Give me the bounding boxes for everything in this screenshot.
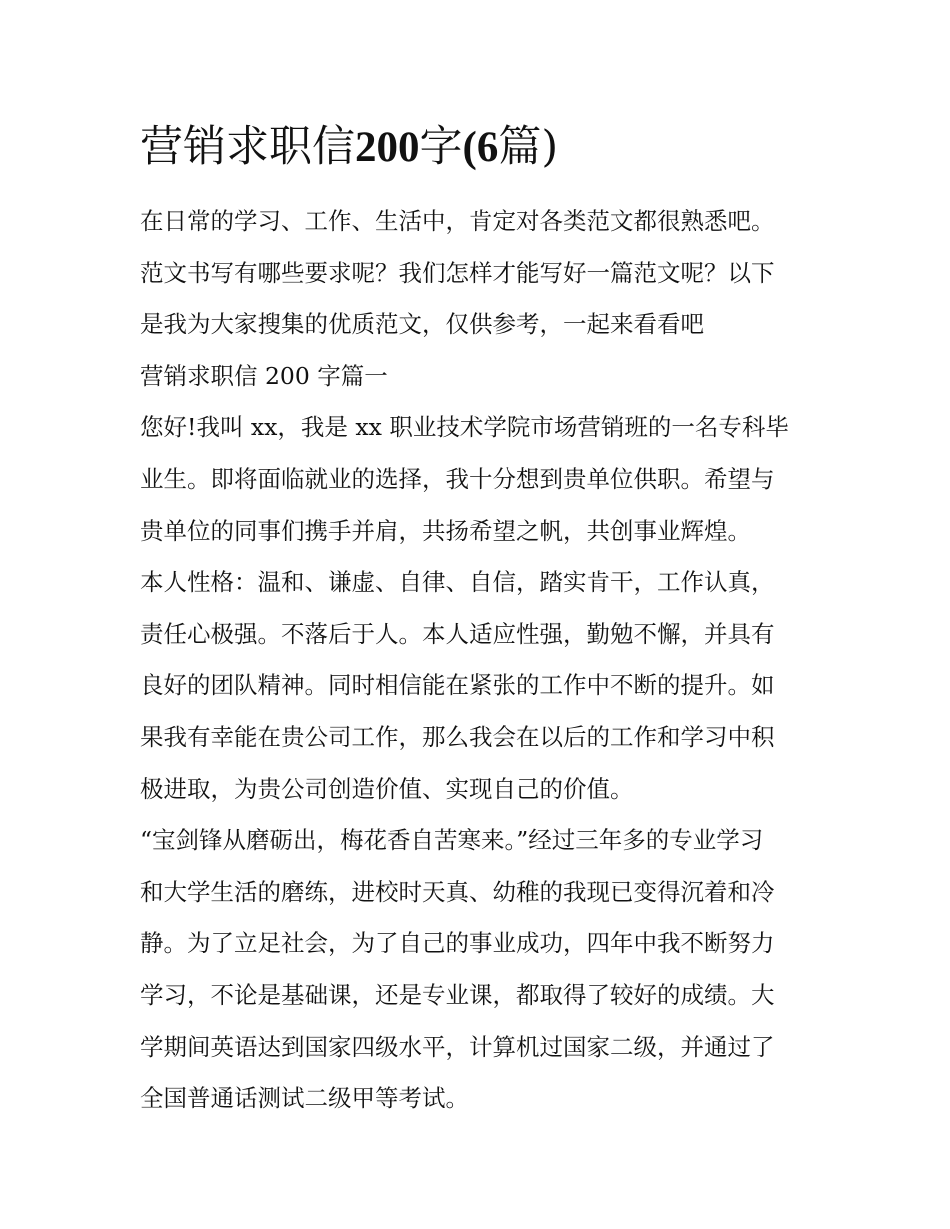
document-body: [140, 196, 820, 1125]
document-title: [140, 118, 840, 177]
text-line: 本人性格：温和、谦虚、自律、自信，踏实肯干，工作认真，: [140, 568, 775, 597]
text-line: 业生。即将面临就业的选择，我十分想到贵单位供职。希望与: [140, 464, 775, 493]
text-line: 是我为大家搜集的优质范文，仅供参考，一起来看看吧: [140, 310, 704, 339]
text-line: 责任心极强。不落后于人。本人适应性强，勤勉不懈，并具有: [140, 619, 775, 648]
text-line: 全国普通话测试二级甲等考试。: [140, 1084, 469, 1113]
text-line: 果我有幸能在贵公司工作，那么我会在以后的工作和学习中积: [140, 722, 775, 751]
text-line: “宝剑锋从磨砺出，梅花香自苦寒来。”经过三年多的专业学习: [140, 826, 764, 855]
text-line: 和大学生活的磨练，进校时天真、幼稚的我现已变得沉着和冷: [140, 877, 775, 906]
text-line: 范文书写有哪些要求呢？我们怎样才能写好一篇范文呢？以下: [140, 258, 775, 287]
text-line: 您好!我叫 xx，我是 xx 职业技术学院市场营销班的一名专科毕: [140, 413, 789, 442]
title-number: 200: [355, 124, 420, 171]
text-line: 极进取，为贵公司创造价值、实现自己的价值。: [140, 774, 634, 803]
title-text-3: 篇): [498, 122, 559, 172]
text-line: 静。为了立足社会，为了自己的事业成功，四年中我不断努力: [140, 929, 775, 958]
section-heading: 营销求职信 200 字篇一: [140, 361, 388, 390]
title-count: (6: [462, 124, 499, 171]
text-line: 良好的团队精神。同时相信能在紧张的工作中不断的提升。如: [140, 671, 775, 700]
text-line: 在日常的学习、工作、生活中，肯定对各类范文都很熟悉吧。: [140, 207, 775, 235]
title-text-2: 字: [419, 122, 463, 172]
text-line: 学习，不论是基础课，还是专业课，都取得了较好的成绩。大: [140, 980, 775, 1009]
text-line: 贵单位的同事们携手并肩，共扬希望之帆，共创事业辉煌。: [140, 516, 751, 545]
title-text: 营销求职信: [140, 122, 355, 172]
text-line: 学期间英语达到国家四级水平，计算机过国家二级，并通过了: [140, 1032, 775, 1061]
